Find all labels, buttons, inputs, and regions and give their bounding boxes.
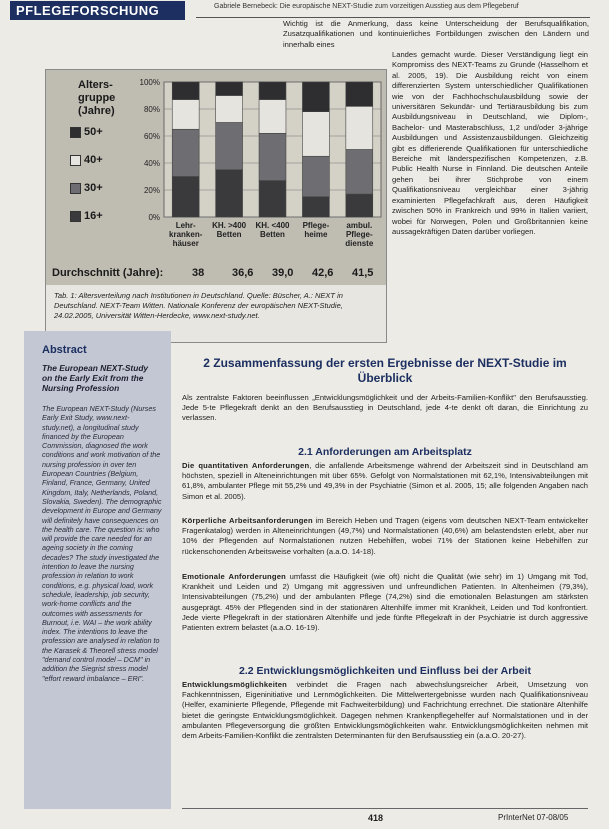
bar-segment — [216, 123, 243, 170]
figure — [45, 69, 387, 343]
legend-label: 16+ — [84, 210, 103, 222]
page-number: 418 — [368, 813, 384, 823]
bar-segment — [172, 177, 199, 218]
abstract-body: The European NEXT-Study (Nurses Early Exit Study, www.next-study.net), a longitudinal study financed by the European Commission, diagnosed the work conditions and work motivation of the nursing profession in over ten European Countries (Belgium, Finland, France, Germany, United Kingdom, Italy, Netherlands, Poland, Slovakia, Sweden). The demographic development in Europe and Germany will definitely have consequences on the health care. The question is: who will provide the care needed for an ageing society in the coming decades? The study investigated the intention to leave the nursing profession in relation to work conditions, e.g. physical load, work schedule, leadership, job security, work-home conflicts and the outcomes with assessments for Burnout, i.e. WAI – the work ability index. The intentions to leave the profession are analysed in relation to the Karasek & Theorell stress model "demand control model – DCM" in addition the Siegrist stress model "effort reward imbalance – ERI". — [42, 404, 162, 683]
y-tick-label: 0% — [148, 213, 160, 222]
y-tick-label: 80% — [143, 105, 160, 114]
paragraph-lead: Emotionale Anforderungen — [182, 572, 286, 581]
figure-caption: Tab. 1: Altersverteilung nach Institutionen in Deutschland. Quelle: Büscher, A.: NEXT in Deutschland. NEXT-Team Witten. Nationale Konferenz der europäischen NEXT-Studie, 24.02.2005, Universität Witten-Herdecke, www.next-study.net. — [54, 291, 343, 320]
bar-segment — [302, 156, 329, 197]
bar-segment — [259, 133, 286, 180]
bar-segment — [346, 106, 373, 149]
section-intro: Als zentralste Faktoren beeinflussen „Entwicklungsmöglichkeit und der Arbeits-Familien-Konflikt" den Berufsausstieg. Jede 5-te Pflegekraft denkt an den Berufsausstieg in Deutschland, jede 4-te denkt oft daran, die Einrichtung zu verlassen. — [182, 393, 588, 423]
footer-divider — [182, 808, 588, 809]
header-divider — [196, 17, 590, 18]
x-tick-label: Betten — [260, 230, 285, 239]
x-tick-label: KH. <400 — [255, 221, 290, 230]
paragraph-development — [182, 680, 588, 741]
average-value: 41,5 — [352, 267, 374, 279]
bar-segment — [302, 82, 329, 112]
paragraph-quantitative — [182, 461, 588, 502]
paragraph-text: verbindet die Fragen nach abwechslungsreicher Arbeit, Umsetzung von Fachkenntnissen, Eigeninitiative und Lernmöglichkeiten. Die Mittelwertergebnisse wurden nach Qualifikationsniveau (Helfer, examinierte Pflegende, Pflegende mit Fachweiterbildung) und Fachrichtung errechnet. Die stationäre Altenhilfe bietet die geringste Entwicklungsmöglichkeit. Dagegen nehmen Krankenpflegehelfer auf Normalstationen und in der ambulanten Pflegeversorgung die größten Entwicklungsmöglichkeiten wahr. Entwicklungsmöglichkeiten nehmen mit dem Arbeits-Familien-Konflikt die zentralsten Determinanten für den Berufsausstieg ein (a.a.O. 20-27). — [182, 680, 588, 741]
right-column-text: Landes gemacht wurde. Dieser Verständigung liegt ein Kompromiss des NEXT-Teams zu Grunde (Hasselhorn et al. 2005, 19). Die Ausbildung reicht von einem differenzierten System unterschiedlicher Qualifikationen wie von der Fachhochschulausbildung sowie der universitären Sekundär- und Tertiärausbildung bis zum Ausbildungsniveau in Deutschland, wie Diplom-, Bachelor- und Masterabschluss, 1,2 und/oder 3-jährige Ausbildungen und Assistenzausbildungen. Gleichzeitig gibt es differierende Qualifikationen für unterschiedliche Bereiche mit länderspezifischen Kompetenzen, z.B. Public Health Nurse in Finnland. Die deutschen Anteile gehen bei ihrer Stichprobe von einem Qualifikationsniveau vergleichbar einer 3-jährig examinierten Pflegefachkraft aus, deren Häufigkeit zwischen 50% in Frankreich und 99% in Italien variiert, wobei für Norwegen, Polen und Großbritannien keine aussagekräftigen Daten darüber vorliegen. — [392, 50, 588, 236]
page-header — [0, 0, 609, 20]
paragraph-lead: Entwicklungsmöglichkeiten — [182, 680, 288, 689]
intro-text: Wichtig ist die Anmerkung, dass keine Unterscheidung der Berufsqualifikation, Zusatzqualifikationen und kontinuierliches Fortbildungen zwischen den Ländern und innerhalb eines — [283, 19, 589, 49]
section-title: 2 Zusammenfassung der ersten Ergebnisse der NEXT-Studie im Überblick — [203, 356, 567, 385]
bar-segment — [216, 170, 243, 217]
abstract-sidebar — [24, 331, 171, 809]
bar-segment — [259, 100, 286, 134]
bar-segment — [216, 96, 243, 123]
subsection-title-2-1: 2.1 Anforderungen am Arbeitsplatz — [298, 446, 472, 458]
x-tick-label: Pflege- — [302, 221, 330, 230]
stacked-bar-chart — [46, 70, 386, 285]
y-tick-label: 60% — [143, 132, 160, 141]
x-tick-label: dienste — [345, 239, 374, 248]
x-tick-label: Lehr- — [175, 221, 196, 230]
average-row — [46, 263, 386, 285]
legend-label: 30+ — [84, 182, 103, 194]
paragraph-lead: Die quantitativen Anforderungen — [182, 461, 310, 470]
journal-name: PrInterNet 07-08/05 — [498, 813, 569, 822]
legend-label: 40+ — [84, 154, 103, 166]
paragraph-text: umfasst die Häufigkeit (wie oft) nicht die Qualität (wie sehr) im 1) Umgang mit Tod, Krankheit und Leiden und 2) Umgang mit aggressiven und unfreundlichen Patienten. In Altenheimen (79,3%), Intensivabteilungen (75,2%) und der ambulanten Pflege (74,2%) sind die emotionalen Belastungen am stärksten ausgeprägt. 45% der Pflegenden sind in der stationären Altenhilfe immer mit Krankheit, Leiden und Tod konfrontiert. Jede vierte Pflegekraft in der stationären Altenhilfe und jede fünfte Pflegekraft in der Psychiatrie ist durch aggressive Patienten extrem belastet (a.a.O. 16-19). — [182, 572, 588, 633]
paragraph-text: , die anfallende Arbeitsmenge während der Arbeitszeit sind in Deutschland am höchsten, speziell in Alteneinrichtungen mit über 65%. Gefolgt von Normalstationen mit 62,1%, Intensivabteilungen mit 61,8%, ambulanter Pflege mit 55,2% und 49,3% in der Psychiatrie (Simon et al. 2005, 15; alle folgenden Angaben nach Simon et al. 2005). — [182, 461, 588, 501]
bar-segment — [302, 197, 329, 217]
x-tick-label: KH. >400 — [212, 221, 247, 230]
y-tick-label: 100% — [139, 78, 160, 87]
average-value: 42,6 — [312, 267, 334, 279]
bar-segment — [346, 82, 373, 106]
bar-segment — [172, 82, 199, 100]
average-label: Durchschnitt (Jahre): — [52, 267, 164, 279]
running-head: Gabriele Bernebeck: Die europäische NEXT-Studie zum vorzeitigen Ausstieg aus dem Pflegeberuf — [214, 3, 519, 10]
paragraph-lead: Körperliche Arbeitsanforderungen — [182, 516, 313, 525]
average-value: 38 — [192, 267, 205, 279]
abstract-heading: Abstract — [42, 344, 87, 356]
x-tick-label: häuser — [172, 239, 199, 248]
chart-area — [46, 70, 386, 285]
average-value: 39,0 — [272, 267, 294, 279]
bar-segment — [216, 82, 243, 96]
x-tick-label: kranken- — [169, 230, 203, 239]
legend-title-text: Alters- gruppe (Jahre) — [78, 79, 116, 117]
legend-label: 50+ — [84, 126, 103, 138]
bar-segment — [259, 181, 286, 217]
average-value: 36,6 — [232, 267, 254, 279]
x-tick-label: heime — [304, 230, 328, 239]
bar-segment — [346, 194, 373, 217]
bar-segment — [346, 150, 373, 195]
subsection-title-2-2: 2.2 Entwicklungsmöglichkeiten und Einfluss bei der Arbeit — [239, 665, 531, 677]
x-tick-label: ambul. — [346, 221, 373, 230]
x-tick-label: Pflege- — [345, 230, 373, 239]
y-tick-label: 40% — [143, 159, 160, 168]
bar-segment — [172, 129, 199, 176]
y-tick-label: 20% — [143, 186, 160, 195]
paragraph-text: im Bereich Heben und Tragen (eigens vom deutschen NEXT-Team entwickelter Fragenkatalog) werden in Alteneinrichtungen (49,7%) und Normalstationen (40,6%) am belastendsten erlebt, aber nur 10% der Pflegenden auf Normalstationen nutzen Hebehilfen, wobei 71% der Stationen keine Hebehilfen zur rückenschonenden Arbeitsweise vorhalten (a.a.O. 14-18). — [182, 516, 588, 556]
paragraph-physical — [182, 516, 588, 557]
bar-segment — [172, 100, 199, 130]
bar-segment — [259, 82, 286, 100]
paragraph-emotional — [182, 572, 588, 633]
abstract-title: The European NEXT-Study on the Early Exit from the Nursing Profession — [42, 363, 149, 393]
x-tick-label: Betten — [216, 230, 242, 239]
bar-segment — [302, 112, 329, 157]
brand-logo: PFLEGEFORSCHUNG — [10, 1, 185, 20]
